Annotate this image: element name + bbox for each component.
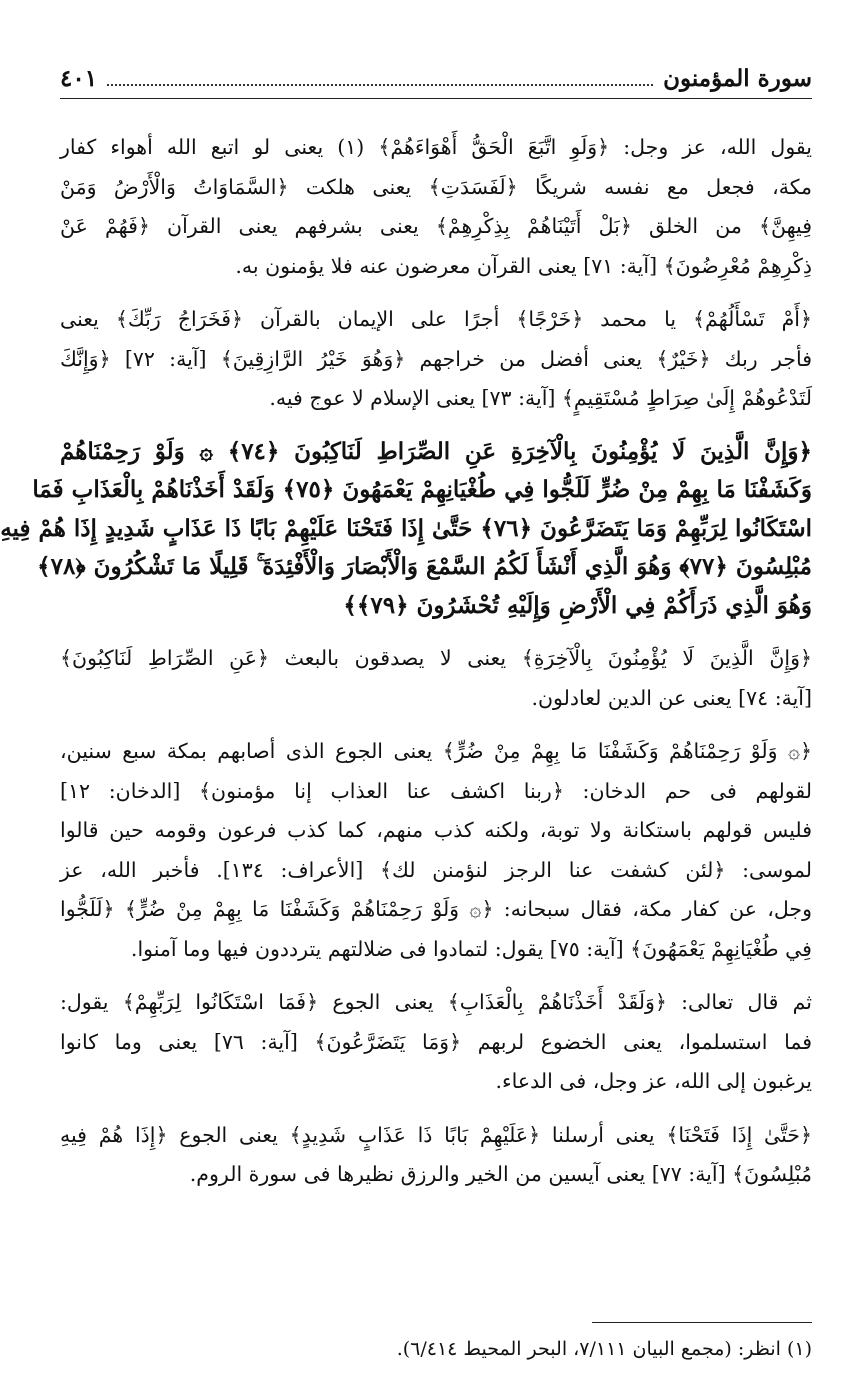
text-line: ثم قال تعالى: ﴿وَلَقَدْ أَخَذْنَاهُمْ بِالْعَذَابِ﴾ يعنى الجوع ﴿فَمَا اسْتَكَانُوا لِرَبِّهِمْ﴾ يقول: [60,990,812,1014]
text-line: فأجر ربك ﴿خَيْرٌ﴾ يعنى أفضل من خراجهم ﴿وَهُوَ خَيْرُ الرَّازِقِينَ﴾ [آية: ٧٢] ﴿وَإِنَّكَ [60,346,812,371]
footnote-rule [592,1322,812,1323]
commentary-paragraph [60,1116,812,1195]
text-line: فِي طُغْيَانِهِمْ يَعْمَهُونَ﴾ [آية: ٧٥] يقول: لتمادوا فى ضلالتهم يترددون فيها وما آمنوا. [130,936,812,961]
page-header [60,58,812,99]
commentary-paragraph [60,300,812,419]
text-line: ﴿وَإِنَّ الَّذِينَ لَا يُؤْمِنُونَ بِالْآخِرَةِ عَنِ الصِّرَاطِ لَنَاكِبُونَ ﴿٧٤﴾ ۞ وَلَوْ رَحِمْنَاهُمْ [60,437,813,465]
text-line: وجل، عن كفار مكة، فقال سبحانه: ﴿۞ وَلَوْ رَحِمْنَاهُمْ وَكَشَفْنَا مَا بِهِمْ مِنْ ضُرٍّ﴾ ﴿لَلَجُّوا [60,897,812,921]
text-line: فِيهِنَّ﴾ من الخلق ﴿بَلْ أَتَيْنَاهُمْ بِذِكْرِهِمْ﴾ يعنى بشرفهم يعنى القرآن ﴿فَهُمْ عَنْ [60,214,812,238]
text-line: ﴿أَمْ تَسْأَلُهُمْ﴾ يا محمد ﴿خَرْجًا﴾ أجرًا على الإيمان بالقرآن ﴿فَخَرَاجُ رَبِّكَ﴾ يعنى [60,307,812,331]
commentary-paragraph [60,983,812,1102]
text-line: مُبْلِسُونَ ﴿٧٧﴾ وَهُوَ الَّذِي أَنْشَأَ لَكُمُ السَّمْعَ وَالْأَبْصَارَ وَالْأَفْئِدَةَ ۚ قَلِيلًا مَا تَشْكُرُونَ ﴿٧٨﴾ [37,553,812,580]
text-line: [آية: ٧٤] يعنى عن الدين لعادلون. [531,685,812,710]
text-line: ﴿۞ وَلَوْ رَحِمْنَاهُمْ وَكَشَفْنَا مَا بِهِمْ مِنْ ضُرٍّ﴾ يعنى الجوع الذى أصابهم بمكة سبع سنين، [60,739,812,763]
text-line: لقولهم فى حم الدخان: ﴿ربنا اكشف عنا العذاب إنا مؤمنون﴾ [الدخان: ١٢] [60,778,812,803]
commentary-paragraph [60,732,812,969]
footnote: (١) انظر: (مجمع البيان ٧/١١١، البحر المحيط ٦/٤١٤). [396,1338,812,1360]
text-line: يرغبون إلى الله، عز وجل، فى الدعاء. [495,1069,812,1093]
text-line: يقول الله، عز وجل: ﴿وَلَوِ اتَّبَعَ الْحَقُّ أَهْوَاءَهُمْ﴾ (١) يعنى لو اتبع الله أهواء كفار [60,135,812,159]
text-line: ﴿حَتَّىٰ إِذَا فَتَحْنَا﴾ يعنى أرسلنا ﴿عَلَيْهِمْ بَابًا ذَا عَذَابٍ شَدِيدٍ﴾ يعنى الجوع ﴿إِذَا هُمْ فِيهِ [60,1122,812,1147]
text-line: ذِكْرِهِمْ مُعْرِضُونَ﴾ [آية: ٧١] يعنى القرآن معرضون عنه فلا يؤمنون به. [235,253,812,278]
text-line: مُبْلِسُونَ﴾ [آية: ٧٧] يعنى آيسين من الخير والرزق نظيرها فى سورة الروم. [189,1162,812,1186]
text-line: فليس قولهم باستكانة ولا توبة، ولكنه كذب منهم، كما كذب فرعون وقومه حين قالوا [60,818,812,842]
text-line: اسْتَكَانُوا لِرَبِّهِمْ وَمَا يَتَضَرَّعُونَ ﴿٧٦﴾ حَتَّىٰ إِذَا فَتَحْنَا عَلَيْهِمْ بَابًا ذَا عَذَابٍ شَدِيدٍ إِذَا هُمْ فِيهِ [0,514,812,542]
page-number: ٤٠١ [60,64,98,92]
quran-verses-block [0,433,813,626]
commentary-paragraph [60,639,812,718]
surah-title: سورة المؤمنون [663,64,812,92]
header-dot-leader [107,70,653,86]
text-line: مكة، فجعل مع نفسه شريكًا ﴿لَفَسَدَتِ﴾ يعنى هلكت ﴿السَّمَاوَاتُ وَالْأَرْضُ وَمَنْ [60,174,812,199]
text-line: فما استسلموا، يعنى الخضوع لربهم ﴿وَمَا يَتَضَرَّعُونَ﴾ [آية: ٧٦] يعنى وما كانوا [60,1029,812,1054]
commentary-paragraph [60,128,812,286]
text-line: وَكَشَفْنَا مَا بِهِمْ مِنْ ضُرٍّ لَلَجُّوا فِي طُغْيَانِهِمْ يَعْمَهُونَ ﴿٧٥﴾ وَلَقَدْ أَخَذْنَاهُمْ بِالْعَذَابِ فَمَا [32,476,812,503]
text-line: لَتَدْعُوهُمْ إِلَىٰ صِرَاطٍ مُسْتَقِيمٍ﴾ [آية: ٧٣] يعنى الإسلام لا عوج فيه. [269,386,812,410]
page-body [0,128,813,1209]
text-line: وَهُوَ الَّذِي ذَرَأَكُمْ فِي الْأَرْضِ وَإِلَيْهِ تُحْشَرُونَ ﴿٧٩﴾﴾ [343,591,812,619]
text-line: لموسى: ﴿لئن كشفت عنا الرجز لنؤمنن لك﴾ [الأعراف: ١٣٤]. فأخبر الله، عز [60,857,812,882]
text-line: ﴿وَإِنَّ الَّذِينَ لَا يُؤْمِنُونَ بِالْآخِرَةِ﴾ يعنى لا يصدقون بالبعث ﴿عَنِ الصِّرَاطِ لَنَاكِبُونَ﴾ [60,646,812,670]
